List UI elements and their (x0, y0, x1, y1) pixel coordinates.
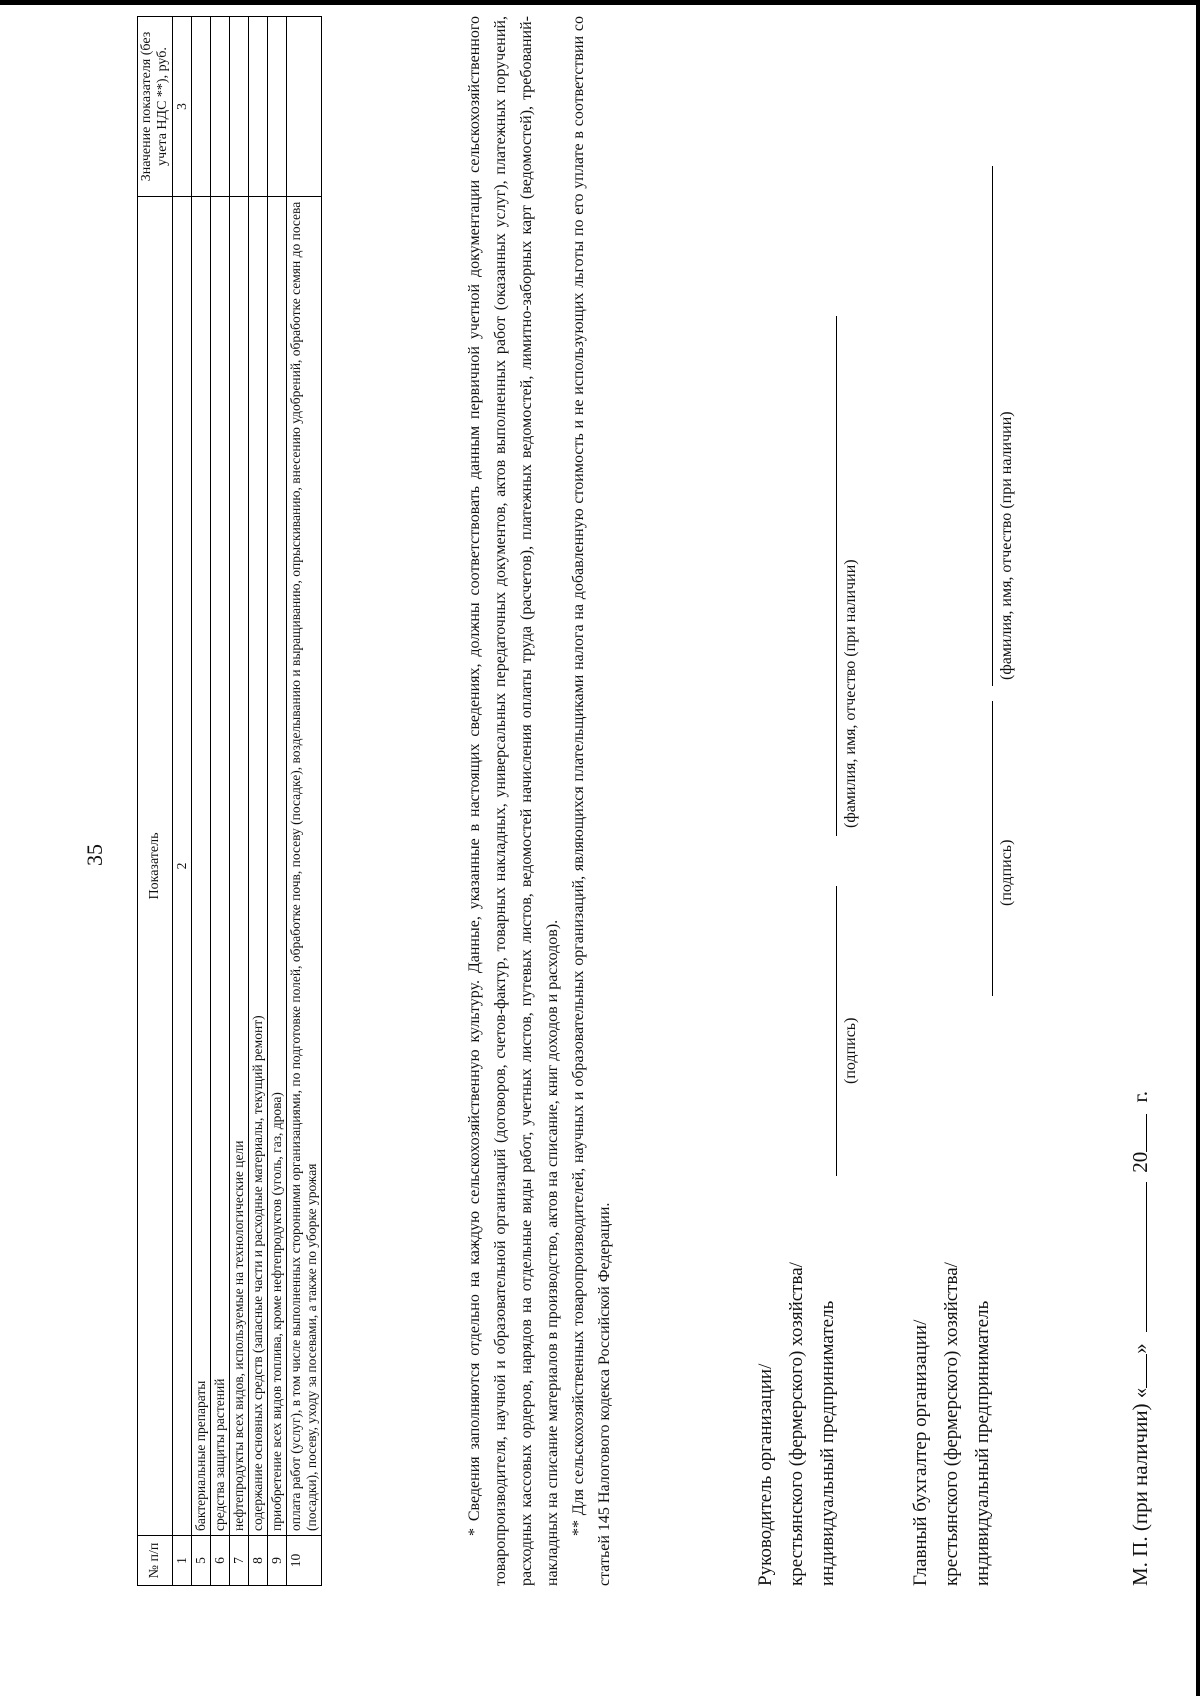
month-field[interactable] (1128, 1182, 1147, 1332)
row-value (211, 17, 230, 197)
row-number: 7 (230, 1536, 249, 1586)
table-column-numbers-row (173, 17, 192, 1586)
table-row (230, 17, 249, 1586)
column-number-2: 2 (173, 197, 192, 1536)
row-number: 9 (268, 1536, 287, 1586)
year-field[interactable] (1128, 1114, 1147, 1152)
row-value (268, 17, 287, 197)
head-label-line-3: индивидуальный предприниматель (817, 1300, 838, 1586)
table-row (211, 17, 230, 1586)
quote-close: » (1128, 1343, 1152, 1354)
accountant-name-line[interactable] (992, 166, 993, 686)
row-value (192, 17, 211, 197)
table-row (268, 17, 287, 1586)
column-number-3: 3 (173, 17, 192, 197)
row-value (230, 17, 249, 197)
footnotes (462, 16, 618, 1586)
stamp-date-line (1128, 1091, 1153, 1586)
header-value: Значение показателя (без учета НДС **), руб. (138, 17, 173, 197)
accountant-label-line-3: индивидуальный предприниматель (972, 1300, 993, 1586)
stamp-label: М. П. (при наличии) « (1128, 1387, 1152, 1586)
row-value (287, 17, 322, 197)
row-value (249, 17, 268, 197)
row-number: 8 (249, 1536, 268, 1586)
head-label-line-1: Руководитель организации/ (755, 1363, 776, 1586)
footnote-2: ** Для сельскохозяйственных товаропроизводителей, научных и образовательных организаций, являющихся плательщиками налога на добавленную стоимость и не использующих льготы по его уплате в соответствии со статьей 145 Налогового кодекса Российской Федерации. (570, 16, 613, 1586)
row-number: 6 (211, 1536, 230, 1586)
table-header-row (138, 17, 173, 1586)
table-row (249, 17, 268, 1586)
indicators-table (137, 16, 322, 1586)
footnote-1: * Сведения заполняются отдельно на каждую сельскохозяйственную культуру. Данные, указанные в настоящих сведениях, должны соответствовать данным первичной учетной документации сельскохозяйственного товаропроизводителя, научной и образовательной организаций (договоров, счетов-фактур, товарных накладных, универсальных передаточных документов, актов выполненных работ (оказанных услуг), платежных поручений, расходных кассовых ордеров, нарядов на отдельные виды работ, учетных листов, путевых листов, ведомостей начисления оплаты труда (расчетов), платежных ведомостей, лимитно-заборных карт (ведомостей), требований-накладных на списание материалов в производство, актов на списание, книг доходов и расходов). (466, 16, 561, 1586)
column-number-1: 1 (173, 1536, 192, 1586)
row-label: нефтепродукты всех видов, используемые на технологические цели (230, 197, 249, 1536)
head-name-caption: (фамилия, имя, отчество (при наличии) (842, 559, 859, 828)
head-signature-label (750, 1262, 843, 1586)
day-field[interactable] (1128, 1354, 1147, 1388)
head-signature-caption: (подпись) (842, 1017, 859, 1084)
table-row (192, 17, 211, 1586)
head-label-line-2: крестьянского (фермерского) хозяйства/ (786, 1262, 807, 1586)
accountant-name-caption: (фамилия, имя, отчество (при наличии) (998, 411, 1015, 680)
table-row (287, 17, 322, 1586)
row-number: 5 (192, 1536, 211, 1586)
row-label: бактериальные препараты (192, 197, 211, 1536)
year-suffix: г. (1128, 1090, 1152, 1103)
accountant-signature-label (905, 1262, 998, 1586)
head-signature-line[interactable] (836, 886, 837, 1176)
accountant-label-line-1: Главный бухгалтер организации/ (910, 1319, 931, 1586)
row-number: 10 (287, 1536, 322, 1586)
header-indicator: Показатель (138, 197, 173, 1536)
row-label: содержание основных средств (запасные части и расходные материалы, текущий ремонт) (249, 197, 268, 1536)
year-prefix: 20 (1128, 1151, 1152, 1173)
accountant-signature-caption: (подпись) (998, 839, 1015, 906)
accountant-label-line-2: крестьянского (фермерского) хозяйства/ (941, 1262, 962, 1586)
row-label: оплата работ (услуг), в том числе выполненных сторонними организациями, по подготовке полей, обработке почв, посеву (посадке), возделыванию и выращиванию, опрыскиванию, внесению удобрений, обработке семян до посева (посадки), посеву, уходу за посевами, а также по уборке урожая (287, 197, 322, 1536)
row-label: средства защиты растений (211, 197, 230, 1536)
accountant-signature-line[interactable] (992, 701, 993, 996)
page-number: 35 (82, 844, 107, 866)
head-name-line[interactable] (836, 316, 837, 836)
header-number: № п/п (138, 1536, 173, 1586)
row-label: приобретение всех видов топлива, кроме нефтепродуктов (уголь, газ, дрова) (268, 197, 287, 1536)
